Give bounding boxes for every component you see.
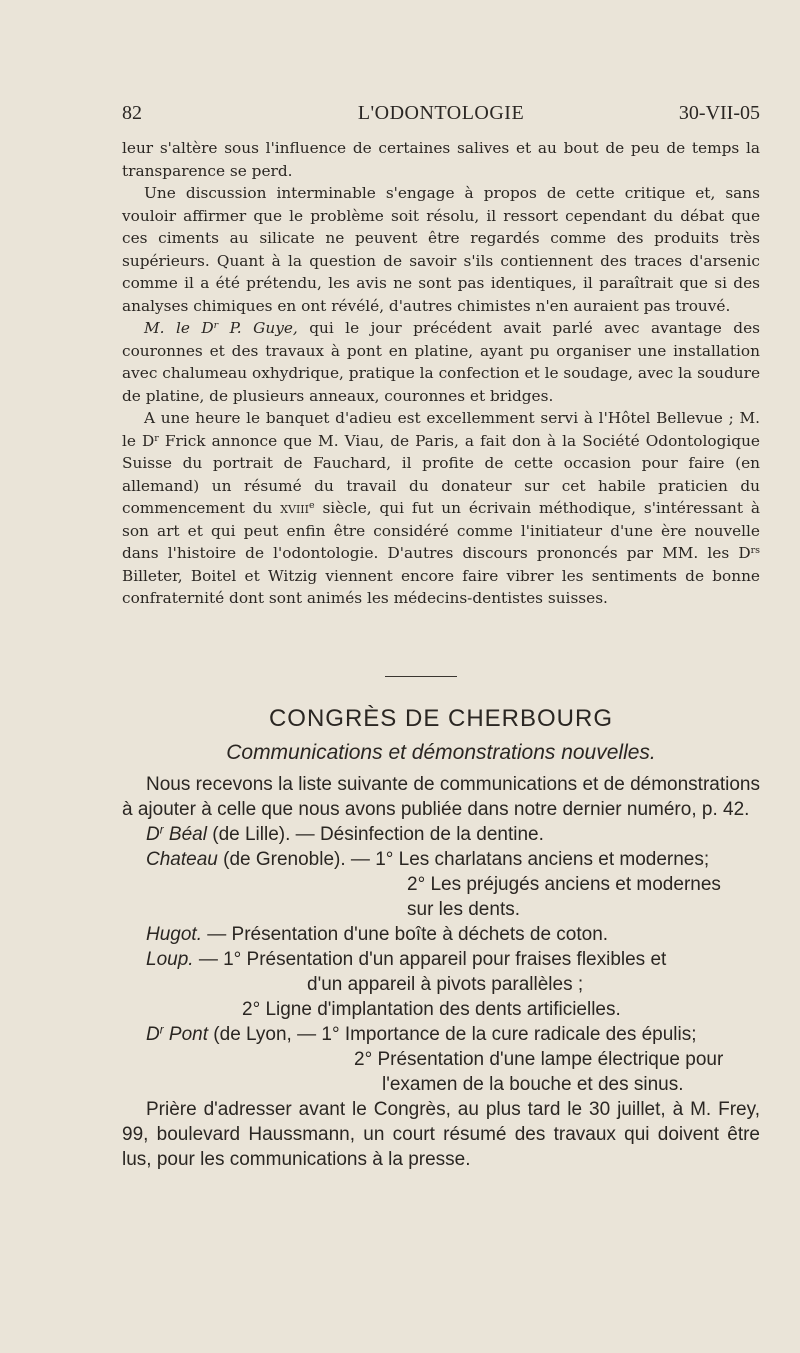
section-subtitle: Communications et démonstrations nouvelles. — [226, 741, 656, 764]
author-name: $D^r$ Pont — [146, 1023, 209, 1045]
author-name: $D^r$ Béal — [146, 823, 207, 845]
section-intro: Nous recevons la liste suivante de communications et de démonstrations à ajouter à celle que nous avons publiée dans notre dernier numéro, p. 42. — [122, 774, 760, 820]
paragraph-continuation: leur s'altère sous l'influence de certaines salives et au bout de peu de temps la transparence se perd. — [122, 139, 760, 180]
list-item: Loup. — 1° Présentation d'un appareil pour fraises flexibles et d'un appareil à pivots parallèles ; 2° Ligne d'implantation des dents artificielles. — [146, 949, 667, 1020]
paragraph-guye: M. le $D^r$ P. Guye, qui le jour précédent avait parlé avec avantage des couronnes et des travaux à pont en platine, ayant pu organiser une installation avec chalumeau oxhydrique, pratique la confection et le soudage, avec la soudure de platine, de plusieurs anneaux, couronnes et bridges. — [122, 319, 760, 405]
section-body — [122, 772, 760, 1172]
paragraph-discussion: Une discussion interminable s'engage à propos de cette critique et, sans vouloir affirmer que le problème soit résolu, il ressort cependant du débat que ces ciments au silicate ne peuvent être regardés comme des produits très supérieurs. Quant à la question de savoir s'ils contiennent des traces d'arsenic comme il a été prétendu, les avis ne sont pas identiques, il paraîtrait que si des analyses chimiques en ont révélé, d'autres chimistes n'en auraient pas trouvé. — [122, 184, 760, 315]
author-name: Chateau — [146, 849, 218, 870]
list-item: $D^r$ Béal (de Lille). — Désinfection de la dentine. — [146, 823, 544, 845]
running-header — [122, 102, 760, 126]
author-name: Hugot. — [146, 924, 202, 945]
section-title: CONGRÈS DE CHERBOURG — [268, 705, 614, 732]
upper-text-block — [122, 137, 760, 610]
author-name: Loup. — [146, 949, 194, 970]
section-divider — [385, 676, 457, 677]
page-number: 82 — [122, 102, 142, 124]
closing-paragraph: Prière d'adresser avant le Congrès, au plus tard le 30 juillet, à M. Frey, 99, boulevard Haussmann, un court résumé des travaux qui doivent être lus, pour les communications à la presse. — [122, 1099, 760, 1170]
list-item: Chateau (de Grenoble). — 1° Les charlatans anciens et modernes; 2° Les préjugés anciens et modernes sur les dents. — [146, 849, 721, 920]
running-title: L'ODONTOLOGIE — [357, 102, 525, 124]
issue-date: 30-VII-05 — [678, 102, 760, 124]
speaker-name: M. le $D^r$ P. Guye, — [144, 319, 298, 337]
paragraph-banquet: A une heure le banquet d'adieu est excellemment servi à l'Hôtel Bellevue ; M. le $D^r$ Frick annonce que M. Viau, de Paris, a fait don à la Société Odontologique Suisse du portrait de Fauchard, il profite de cette occasion pour faire (en allemand) un résumé du travail du donateur sur cet habile praticien du commencement du xviii$^e$ siècle, qui fut un écrivain méthodique, s'intéressant à son art et qui peut enfin être considéré comme l'initiateur d'une ère nouvelle dans l'histoire de l'odontologie. D'autres discours prononcés par MM. les $D^{rs}$ Billeter, Boitel et Witzig viennent encore faire vibrer les sentiments de bonne confraternité dont sont animés les médecins-dentistes suisses. — [122, 409, 760, 607]
list-item: $D^r$ Pont (de Lyon, — 1° Importance de la cure radicale des épulis; 2° Présentation d'une lampe électrique pour l'examen de la bouche et des sinus. — [146, 1023, 724, 1095]
list-item: Hugot. — Présentation d'une boîte à déchets de coton. — [146, 924, 609, 945]
